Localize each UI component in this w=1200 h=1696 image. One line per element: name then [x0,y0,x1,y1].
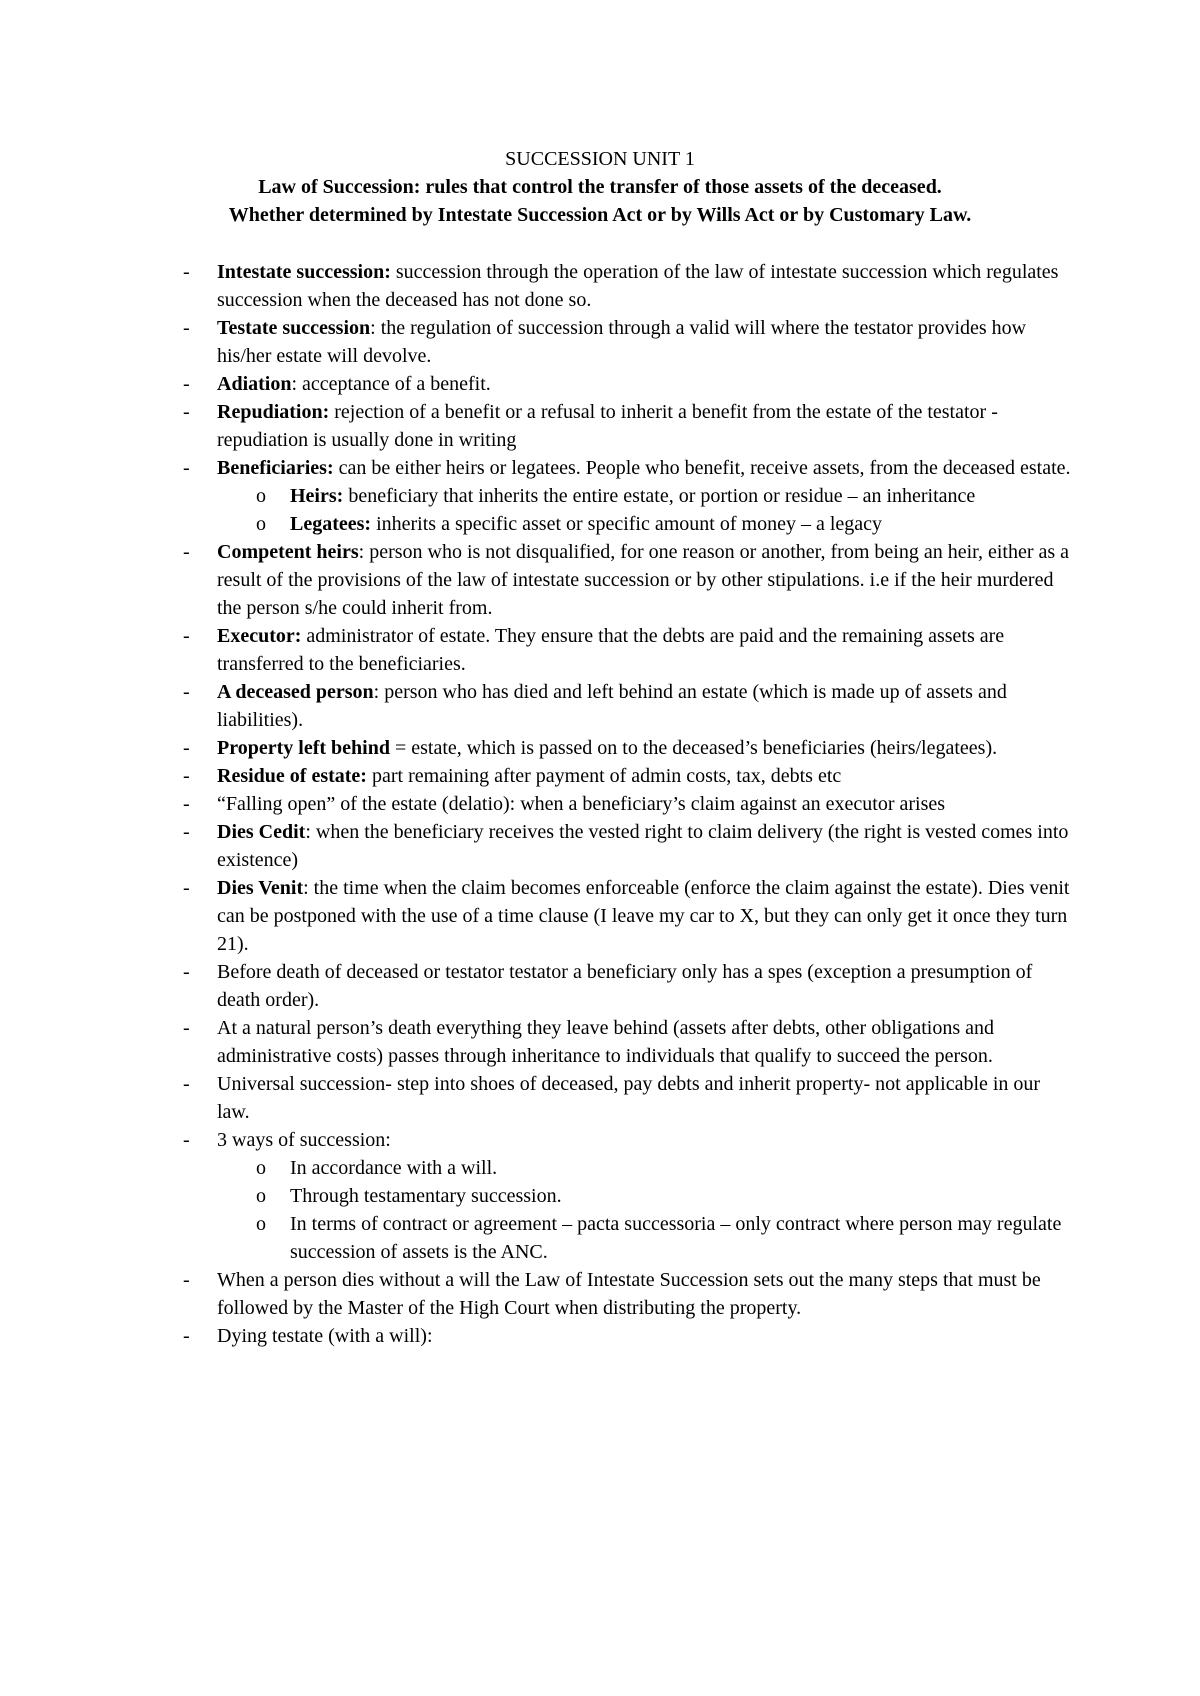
item-term: Residue of estate: [217,765,367,787]
list-item-universal-succession [0,1070,1077,1126]
dash-marker: - [183,737,190,759]
dash-marker: - [183,1269,190,1291]
bullet-marker: o [256,485,266,507]
item-text: When a person dies without a will the Law of Intestate Succession sets out the many steps that must be followed by the Master of the High Court when distributing the property. [217,1269,1041,1319]
item-text: beneficiary that inherits the entire estate, or portion or residue – an inheritance [343,485,976,507]
item-text: In accordance with a will. [290,1157,498,1179]
dash-marker: - [183,401,190,423]
sub-item-contract [0,1210,1077,1266]
item-text: Before death of deceased or testator testator a beneficiary only has a spes (exception a presumption of death order). [217,961,1033,1011]
item-text: 3 ways of succession: [217,1129,391,1151]
item-text: : the regulation of succession through a valid will where the testator provides how his/her estate will devolve. [217,317,1027,367]
definitions-list [0,258,1200,1350]
list-item-repudiation [0,398,1077,454]
item-term: Dies Cedit [217,821,306,843]
list-item-ways-of-succession [0,1126,1077,1154]
dash-marker: - [183,1073,190,1095]
list-item-executor [0,622,1077,678]
item-term: A deceased person [217,681,374,703]
dash-marker: - [183,541,190,563]
sub-item-legatees [0,510,1077,538]
bullet-marker: o [256,513,266,535]
list-item-competent-heirs [0,538,1077,622]
list-item-property-left-behind [0,734,1077,762]
list-item-dies-cedit [0,818,1077,874]
item-text: “Falling open” of the estate (delatio): when a beneficiary’s claim against an executor arises [217,793,946,815]
bullet-marker: o [256,1213,266,1235]
dash-marker: - [183,373,190,395]
item-text: Universal succession- step into shoes of deceased, pay debts and inherit property- not applicable in our law. [217,1073,1041,1123]
item-text: : the time when the claim becomes enforceable (enforce the claim against the estate). Dies venit can be postponed with the use of a time clause (I leave my car to X, but they can only get it once they turn 21). [217,877,1070,955]
item-text: At a natural person’s death everything they leave behind (assets after debts, other obligations and administrative costs) passes through inheritance to individuals that qualify to succeed the person. [217,1017,994,1067]
list-item-deceased-person [0,678,1077,734]
item-text: Through testamentary succession. [290,1185,562,1207]
dash-marker: - [183,877,190,899]
dash-marker: - [183,457,190,479]
item-text: In terms of contract or agreement – pacta successoria – only contract where person may regulate succession of assets is the ANC. [290,1213,1062,1263]
item-term: Executor: [217,625,302,647]
list-item-residue-of-estate [0,762,1077,790]
bullet-marker: o [256,1157,266,1179]
page-title: SUCCESSION UNIT 1 [505,148,695,170]
subtitle-line-1: Law of Succession: rules that control the transfer of those assets of the deceased. [258,176,942,198]
list-item-adiation [0,370,1077,398]
dash-marker: - [183,261,190,283]
item-text: = estate, which is passed on to the deceased’s beneficiaries (heirs/legatees). [389,737,998,759]
dash-marker: - [183,1017,190,1039]
dash-marker: - [183,625,190,647]
item-text: rejection of a benefit or a refusal to inherit a benefit from the estate of the testator - repudiation is usually done in writing [217,401,998,451]
item-term: Adiation [217,373,292,395]
item-term: Testate succession [217,317,371,339]
item-term: Intestate succession: [217,261,391,283]
dash-marker: - [183,765,190,787]
dash-marker: - [183,1325,190,1347]
list-item-intestate-succession [0,258,1077,314]
dash-marker: - [183,1129,190,1151]
list-item-intestate-law [0,1266,1077,1322]
list-item-dies-venit [0,874,1077,958]
subtitle-line-2: Whether determined by Intestate Succession Act or by Wills Act or by Customary Law. [228,204,972,226]
item-term: Heirs: [290,485,344,507]
list-item-beneficiaries [0,454,1077,482]
item-text: can be either heirs or legatees. People who benefit, receive assets, from the deceased estate. [333,457,1071,479]
item-term: Dies Venit [217,877,304,899]
list-item-testate-succession [0,314,1077,370]
list-item-dying-testate [0,1322,1077,1350]
sub-item-heirs [0,482,1077,510]
dash-marker: - [183,317,190,339]
dash-marker: - [183,821,190,843]
dash-marker: - [183,793,190,815]
item-term: Beneficiaries: [217,457,334,479]
sub-item-testamentary [0,1182,1077,1210]
item-term: Repudiation: [217,401,330,423]
item-term: Legatees: [290,513,372,535]
list-item-natural-person-death [0,1014,1077,1070]
item-text: : acceptance of a benefit. [291,373,491,395]
bullet-marker: o [256,1185,266,1207]
dash-marker: - [183,681,190,703]
item-term: Competent heirs [217,541,359,563]
item-text: administrator of estate. They ensure that the debts are paid and the remaining assets are transferred to the beneficiaries. [217,625,1005,675]
item-text: Dying testate (with a will): [217,1325,433,1347]
item-text: : when the beneficiary receives the vested right to claim delivery (the right is vested comes into existence) [217,821,1069,871]
item-text: succession through the operation of the law of intestate succession which regulates succession when the deceased has not done so. [217,261,1059,311]
item-text: : person who has died and left behind an estate (which is made up of assets and liabilities). [217,681,1007,731]
list-item-before-death [0,958,1077,1014]
document-heading [120,145,1080,229]
sub-item-will [0,1154,1077,1182]
item-text: part remaining after payment of admin costs, tax, debts etc [366,765,842,787]
item-term: Property left behind [217,737,390,759]
item-text: inherits a specific asset or specific amount of money – a legacy [371,513,883,535]
item-text: : person who is not disqualified, for one reason or another, from being an heir, either as a result of the provisions of the law of intestate succession or by other stipulations. i.e if the heir murdered the person s/he could inherit from. [217,541,1070,619]
dash-marker: - [183,961,190,983]
list-item-falling-open [0,790,1077,818]
